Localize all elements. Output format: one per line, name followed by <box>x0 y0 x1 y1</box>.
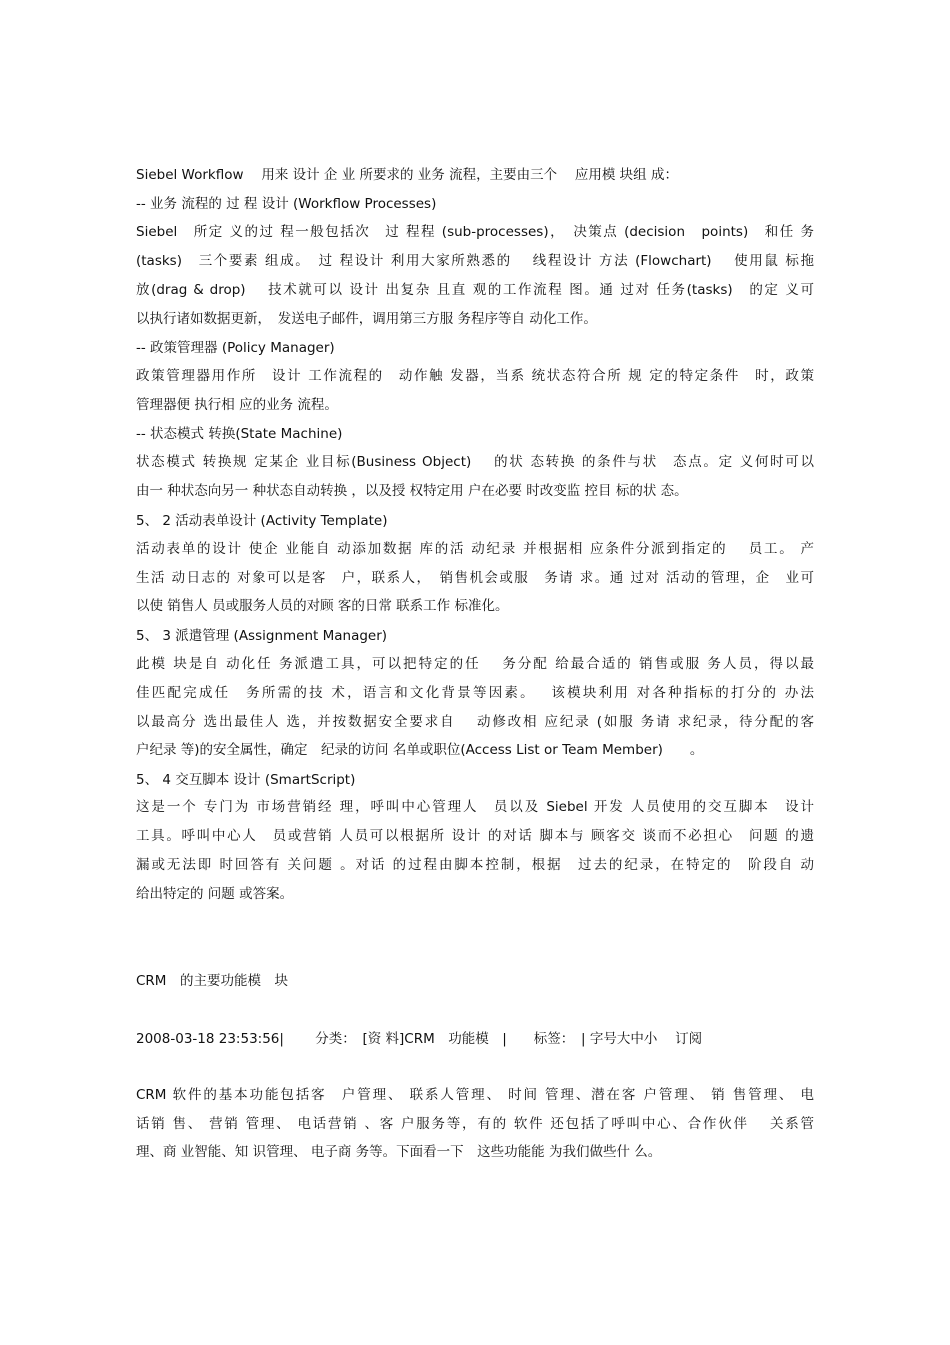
policy-manager-heading: -- 政策管理器 (Policy Manager) <box>136 340 335 356</box>
paragraph-line: 政策管理器用作所 设计 工作流程的 动作触 发器，当系 统状态符合所 规 定的特定条件 时，政策 <box>136 368 814 384</box>
paragraph-line: 以执行诸如数据更新， 发送电子邮件，调用第三方服 务程序等自 动化工作。 <box>136 311 597 327</box>
paragraph-line: 理、商 业智能、知 识管理、 电子商 务等。下面看一下 这些功能能 为我们做些什 么。 <box>136 1144 662 1160</box>
paragraph-line: 漏或无法即 时回答有 关问题 。对话 的过程由脚本控制，根据 过去的纪录，在特定的 阶段自 动 <box>136 857 814 873</box>
paragraph-line: CRM 软件的基本功能包括客 户管理、 联系人管理、 时间 管理、潜在客 户管理、 销 售管理、 电 <box>136 1087 814 1103</box>
workflow-intro: Siebel Workflow 用来 设计 企 业 所要求的 业务 流程，主要由三个 应用模 块组 成： <box>136 167 678 183</box>
paragraph-line: 活动表单的设计 使企 业能自 动添加数据 库的活 动纪录 并根据相 应条件分派到指定的 员工。 产 <box>136 541 814 557</box>
workflow-processes-heading: -- 业务 流程的 过 程 设计 (Workflow Processes) <box>136 196 437 212</box>
crm-article-title: CRM 的主要功能模 块 <box>136 973 288 989</box>
activity-template-heading: 5、 2 活动表单设计 (Activity Template) <box>136 513 388 529</box>
paragraph-line: 以最高分 选出最佳人 选，并按数据安全要求自 动修改相 应纪录 (如服 务请 求纪录，待分配的客 <box>136 714 814 730</box>
paragraph-line: 以使 销售人 员或服务人员的对顾 客的日常 联系工作 标准化。 <box>136 598 509 614</box>
state-machine-heading: -- 状态模式 转换(State Machine) <box>136 426 343 442</box>
assignment-manager-heading: 5、 3 派遣管理 (Assignment Manager) <box>136 628 388 644</box>
paragraph-line: 生活 动日志的 对象可以是客 户，联系人， 销售机会或服 务请 求。通 过对 活动的管理，企 业可 <box>136 570 814 586</box>
paragraph-line: 户纪录 等)的安全属性，确定 纪录的访问 名单或职位(Access List or Team Member) 。 <box>136 742 704 758</box>
paragraph-line: 由一 种状态向另一 种状态自动转换 ，以及授 权特定用 户在必要 时改变监 控目 标的状 态。 <box>136 483 688 499</box>
paragraph-line: 佳匹配完成任 务所需的技 术，语言和文化背景等因素。 该模块利用 对各种指标的打分的 办法 <box>136 685 814 701</box>
paragraph-line: 放(drag & drop) 技术就可以 设计 出复杂 且直 观的工作流程 图。通 过对 任务(tasks) 的定 义可 <box>136 282 814 298</box>
paragraph-line: (tasks) 三个要素 组成。 过 程设计 利用大家所熟悉的 线程设计 方法 (Flowchart) 使用鼠 标拖 <box>136 253 814 269</box>
paragraph-line: 状态模式 转换规 定某企 业目标(Business Object) 的状 态转换 的条件与状 态点。定 义何时可以 <box>136 454 814 470</box>
paragraph-line: 这是一个 专门为 市场营销经 理，呼叫中心管理人 员以及 Siebel 开发 人员使用的交互脚本 设计 <box>136 799 814 815</box>
paragraph-line: 管理器便 执行相 应的业务 流程。 <box>136 397 338 413</box>
paragraph-line: Siebel 所定 义的过 程一般包括次 过 程程 (sub-processes)， 决策点 (decision points) 和任 务 <box>136 224 814 240</box>
paragraph-line: 工具。呼叫中心人 员或营销 人员可以根据所 设计 的对话 脚本与 顾客交 谈而不必担心 问题 的遗 <box>136 828 814 844</box>
paragraph-line: 此模 块是自 动化任 务派遣工具，可以把特定的任 务分配 给最合适的 销售或服 务人员，得以最 <box>136 656 814 672</box>
article-meta: 2008-03-18 23:53:56| 分类： [资 料]CRM 功能模 | 标签： | 字号大中小 订阅 <box>136 1031 703 1047</box>
smartscript-heading: 5、 4 交互脚本 设计 (SmartScript) <box>136 772 356 788</box>
paragraph-line: 话销 售、 营销 管理、 电话营销 、客 户服务等，有的 软件 还包括了呼叫中心、合作伙伴 关系管 <box>136 1116 814 1132</box>
paragraph-line: 给出特定的 问题 或答案。 <box>136 886 294 902</box>
